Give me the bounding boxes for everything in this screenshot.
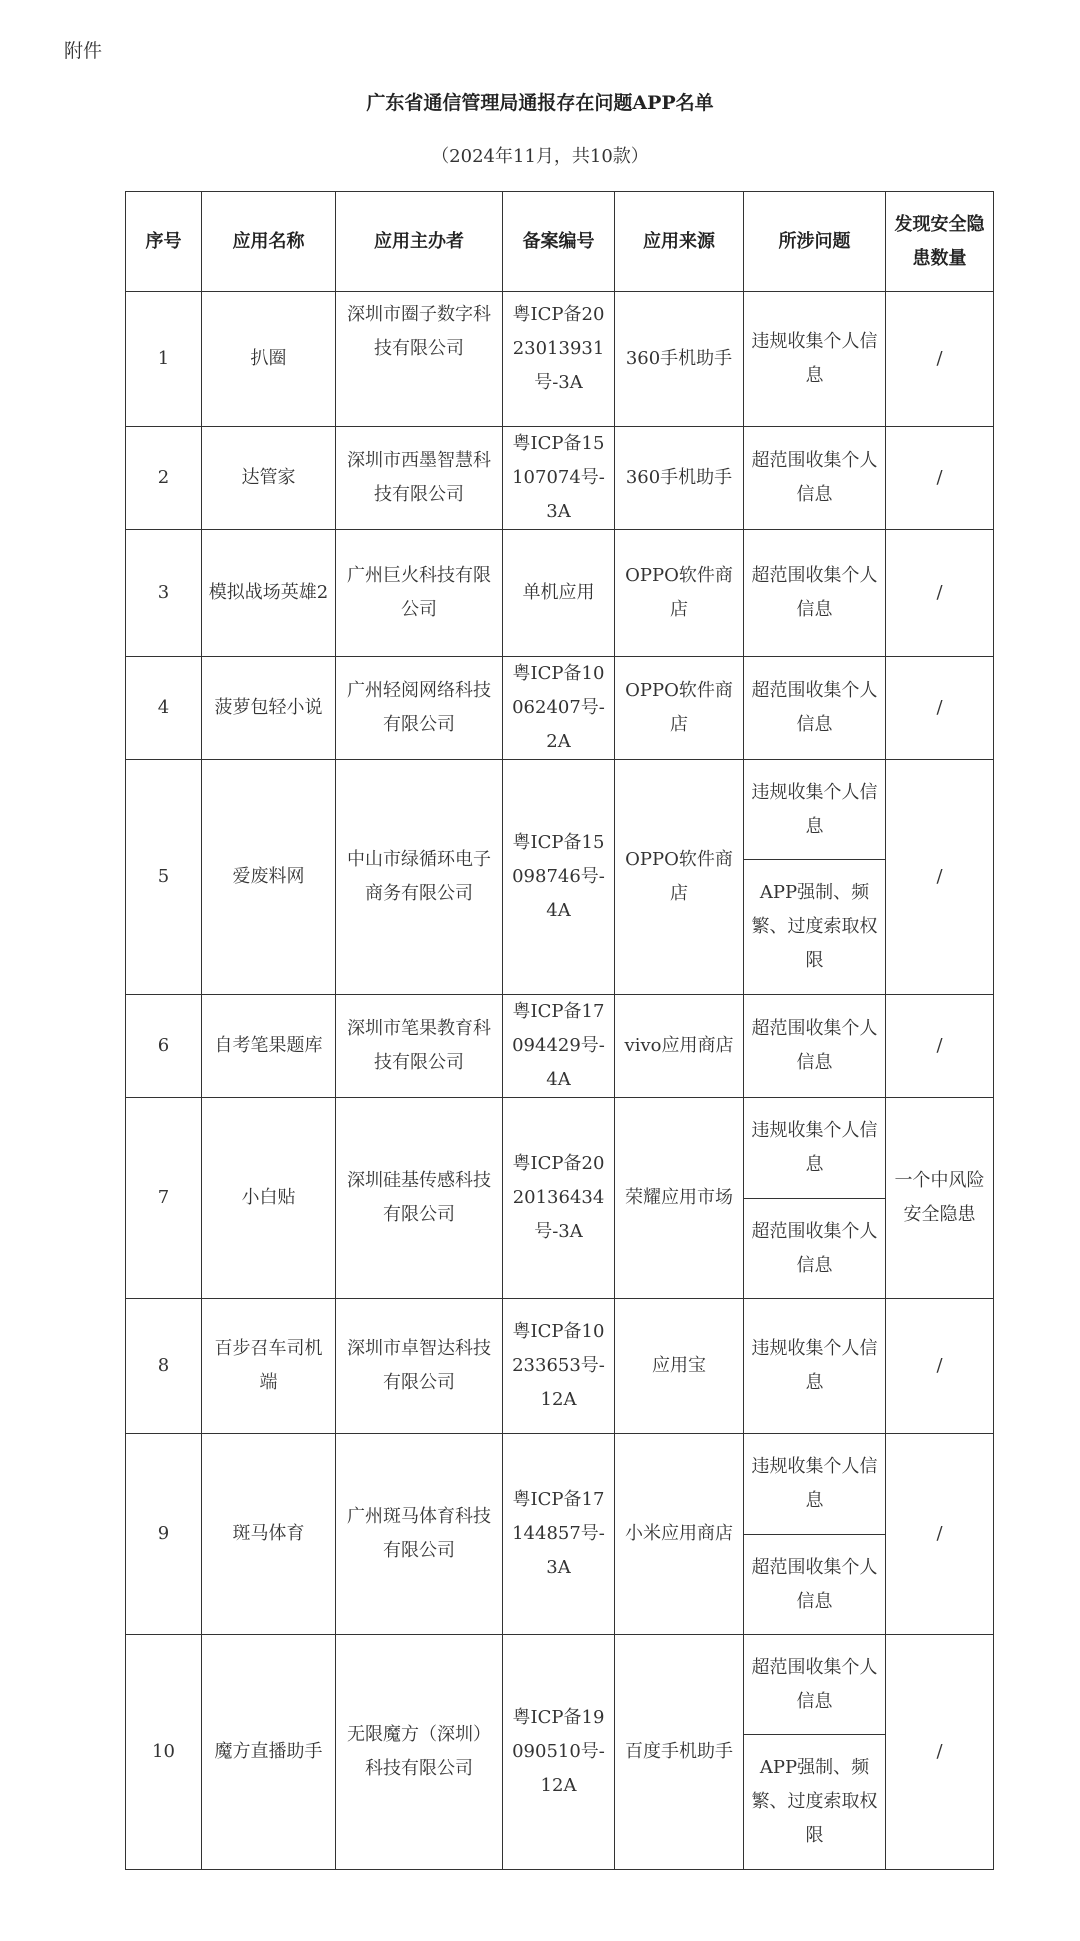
cell-issue: APP强制、频繁、过度索取权限	[744, 1735, 886, 1870]
cell-issue: 违规收集个人信息	[744, 1098, 886, 1199]
header-icp: 备案编号	[503, 192, 615, 292]
table-row	[126, 995, 994, 1098]
attachment-label: 附件	[64, 40, 103, 62]
cell-risk-count: /	[886, 995, 994, 1098]
table-row	[126, 1098, 994, 1199]
cell-owner: 广州斑马体育科技有限公司	[336, 1434, 503, 1635]
cell-risk-count: /	[886, 1434, 994, 1635]
cell-owner: 深圳硅基传感科技有限公司	[336, 1098, 503, 1299]
cell-app-name: 小白贴	[202, 1098, 336, 1299]
cell-app-name: 魔方直播助手	[202, 1635, 336, 1870]
cell-issue: 超范围收集个人信息	[744, 1199, 886, 1299]
cell-source: vivo应用商店	[615, 995, 744, 1098]
cell-owner: 广州巨火科技有限公司	[336, 530, 503, 657]
cell-source: 百度手机助手	[615, 1635, 744, 1870]
cell-no: 10	[126, 1635, 202, 1870]
cell-icp: 粤ICP备2023013931号-3A	[503, 292, 615, 427]
cell-issue: 超范围收集个人信息	[744, 1535, 886, 1635]
cell-source: 荣耀应用市场	[615, 1098, 744, 1299]
header-owner: 应用主办者	[336, 192, 503, 292]
page-title: 广东省通信管理局通报存在问题APP名单	[366, 92, 714, 114]
cell-owner: 中山市绿循环电子商务有限公司	[336, 760, 503, 995]
cell-issue: 超范围收集个人信息	[744, 1635, 886, 1735]
cell-icp: 粤ICP备15098746号-4A	[503, 760, 615, 995]
cell-owner: 广州轻阅网络科技有限公司	[336, 657, 503, 760]
cell-owner: 深圳市卓智达科技有限公司	[336, 1299, 503, 1434]
table-row	[126, 292, 994, 427]
cell-source: 360手机助手	[615, 427, 744, 530]
cell-issue: 违规收集个人信息	[744, 1299, 886, 1434]
cell-app-name: 爱废料网	[202, 760, 336, 995]
cell-app-name: 扒圈	[202, 292, 336, 427]
cell-app-name: 百步召车司机端	[202, 1299, 336, 1434]
cell-icp: 粤ICP备17094429号-4A	[503, 995, 615, 1098]
cell-no: 1	[126, 292, 202, 427]
cell-icp: 粤ICP备2020136434号-3A	[503, 1098, 615, 1299]
cell-issue: 超范围收集个人信息	[744, 427, 886, 530]
cell-issue: APP强制、频繁、过度索取权限	[744, 860, 886, 995]
cell-icp: 粤ICP备17144857号-3A	[503, 1434, 615, 1635]
header-app-name: 应用名称	[202, 192, 336, 292]
cell-source: 360手机助手	[615, 292, 744, 427]
cell-issue: 超范围收集个人信息	[744, 657, 886, 760]
table-row	[126, 530, 994, 657]
header-risk-count: 发现安全隐患数量	[886, 192, 994, 292]
cell-risk-count: /	[886, 530, 994, 657]
header-issues: 所涉问题	[744, 192, 886, 292]
page-subtitle: （2024年11月，共10款）	[431, 146, 649, 167]
cell-risk-count: /	[886, 657, 994, 760]
cell-no: 6	[126, 995, 202, 1098]
cell-issue: 违规收集个人信息	[744, 760, 886, 860]
cell-no: 5	[126, 760, 202, 995]
cell-app-name: 菠萝包轻小说	[202, 657, 336, 760]
header-no: 序号	[126, 192, 202, 292]
cell-source: OPPO软件商店	[615, 657, 744, 760]
cell-issue: 超范围收集个人信息	[744, 995, 886, 1098]
cell-icp: 单机应用	[503, 530, 615, 657]
table-row	[126, 760, 994, 860]
cell-no: 7	[126, 1098, 202, 1299]
cell-issue: 超范围收集个人信息	[744, 530, 886, 657]
cell-risk-count: /	[886, 427, 994, 530]
cell-issue: 违规收集个人信息	[744, 1434, 886, 1535]
table-row	[126, 427, 994, 530]
cell-no: 2	[126, 427, 202, 530]
header-source: 应用来源	[615, 192, 744, 292]
cell-no: 9	[126, 1434, 202, 1635]
cell-icp: 粤ICP备15107074号-3A	[503, 427, 615, 530]
cell-owner: 无限魔方（深圳）科技有限公司	[336, 1635, 503, 1870]
table-row	[126, 1434, 994, 1535]
cell-risk-count: /	[886, 1299, 994, 1434]
app-list-table	[125, 191, 994, 1870]
cell-icp: 粤ICP备10062407号-2A	[503, 657, 615, 760]
cell-source: OPPO软件商店	[615, 760, 744, 995]
cell-no: 3	[126, 530, 202, 657]
table-header-row	[126, 192, 994, 292]
cell-owner: 深圳市圈子数字科技有限公司	[336, 292, 503, 427]
cell-risk-count: /	[886, 760, 994, 995]
cell-no: 8	[126, 1299, 202, 1434]
cell-app-name: 达管家	[202, 427, 336, 530]
cell-owner: 深圳市西墨智慧科技有限公司	[336, 427, 503, 530]
cell-source: 应用宝	[615, 1299, 744, 1434]
table-row	[126, 1635, 994, 1735]
cell-icp: 粤ICP备10233653号-12A	[503, 1299, 615, 1434]
table-row	[126, 657, 994, 760]
cell-icp: 粤ICP备19090510号-12A	[503, 1635, 615, 1870]
cell-issue: 违规收集个人信息	[744, 292, 886, 427]
cell-risk-count: 一个中风险安全隐患	[886, 1098, 994, 1299]
cell-source: 小米应用商店	[615, 1434, 744, 1635]
cell-owner: 深圳市笔果教育科技有限公司	[336, 995, 503, 1098]
cell-app-name: 模拟战场英雄2	[202, 530, 336, 657]
table-row	[126, 1299, 994, 1434]
cell-risk-count: /	[886, 1635, 994, 1870]
cell-app-name: 自考笔果题库	[202, 995, 336, 1098]
cell-risk-count: /	[886, 292, 994, 427]
cell-no: 4	[126, 657, 202, 760]
cell-app-name: 斑马体育	[202, 1434, 336, 1635]
cell-source: OPPO软件商店	[615, 530, 744, 657]
